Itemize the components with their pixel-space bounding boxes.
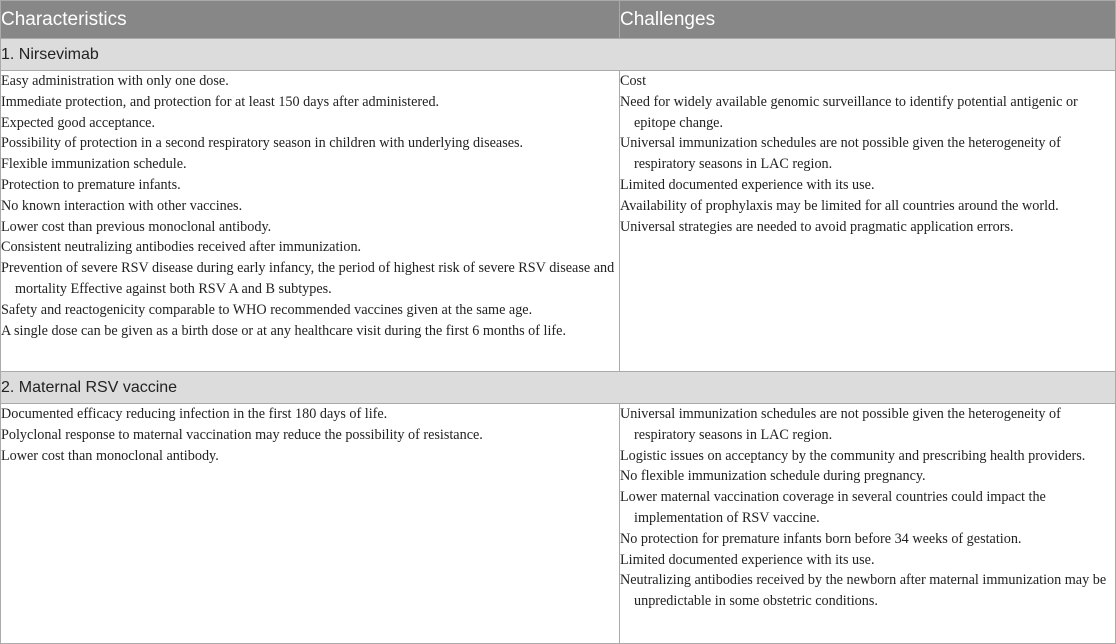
list-item: Universal strategies are needed to avoid pragmatic application errors. (620, 218, 1014, 235)
list-item: Immediate protection, and protection for at least 150 days after administered. (1, 93, 440, 110)
list-item: Cost (620, 73, 647, 89)
list-item: Easy administration with only one dose. (1, 73, 229, 89)
list-item: No flexible immunization schedule during pregnancy. (620, 468, 926, 485)
list-item: Need for widely available genomic surveillance to identify potential antigenic or epitope change. (620, 93, 1078, 131)
header-challenges: Challenges (620, 1, 1116, 39)
list-item: Limited documented experience with its use. (620, 176, 875, 193)
list-item: Lower cost than previous monoclonal antibody. (1, 218, 272, 235)
section-row-maternal-vaccine (1, 372, 1116, 404)
list-item: Protection to premature infants. (1, 176, 181, 193)
list-item: Prevention of severe RSV disease during early infancy, the period of highest risk of severe RSV disease and mortality Effective against both RSV A and B subtypes. (1, 260, 615, 297)
list-item: Expected good acceptance. (1, 114, 156, 131)
list-item: Safety and reactogenicity comparable to WHO recommended vaccines given at the same age. (1, 301, 533, 318)
section-title-maternal-vaccine: 2. Maternal RSV vaccine (1, 372, 1116, 404)
list-item: Universal immunization schedules are not possible given the heterogeneity of respiratory seasons in LAC region. (620, 406, 1061, 443)
list-item: Flexible immunization schedule. (1, 156, 187, 173)
challenges-cell (620, 71, 1116, 372)
list-item: Availability of prophylaxis may be limited for all countries around the world. (620, 197, 1059, 214)
characteristics-cell (1, 404, 620, 644)
list-item: Neutralizing antibodies received by the newborn after maternal immunization may be unpredictable in some obstetric conditions. (620, 572, 1107, 610)
section-body-maternal-vaccine (1, 404, 1116, 644)
header-characteristics: Characteristics (1, 1, 620, 39)
list-item: No protection for premature infants born before 34 weeks of gestation. (620, 530, 1022, 547)
list-item: Consistent neutralizing antibodies received after immunization. (1, 239, 362, 256)
list-item: Polyclonal response to maternal vaccination may reduce the possibility of resistance. (1, 426, 483, 443)
section-title-nirsevimab: 1. Nirsevimab (1, 39, 1116, 71)
list-item: Lower cost than monoclonal antibody. (1, 447, 219, 464)
section-row-nirsevimab (1, 39, 1116, 71)
characteristics-cell (1, 71, 620, 372)
list-item: Possibility of protection in a second respiratory season in children with underlying diseases. (1, 135, 524, 152)
challenges-cell (620, 404, 1116, 644)
list-item: Documented efficacy reducing infection in the first 180 days of life. (1, 406, 388, 422)
section-body-nirsevimab (1, 71, 1116, 372)
list-item: No known interaction with other vaccines. (1, 197, 243, 214)
list-item: A single dose can be given as a birth dose or at any healthcare visit during the first 6 months of life. (1, 322, 566, 339)
list-item: Logistic issues on acceptancy by the community and prescribing health providers. (620, 447, 1086, 464)
header-row (1, 1, 1116, 39)
list-item: Lower maternal vaccination coverage in several countries could impact the implementation of RSV vaccine. (620, 489, 1046, 526)
list-item: Universal immunization schedules are not possible given the heterogeneity of respiratory seasons in LAC region. (620, 135, 1061, 173)
list-item: Limited documented experience with its use. (620, 551, 875, 568)
